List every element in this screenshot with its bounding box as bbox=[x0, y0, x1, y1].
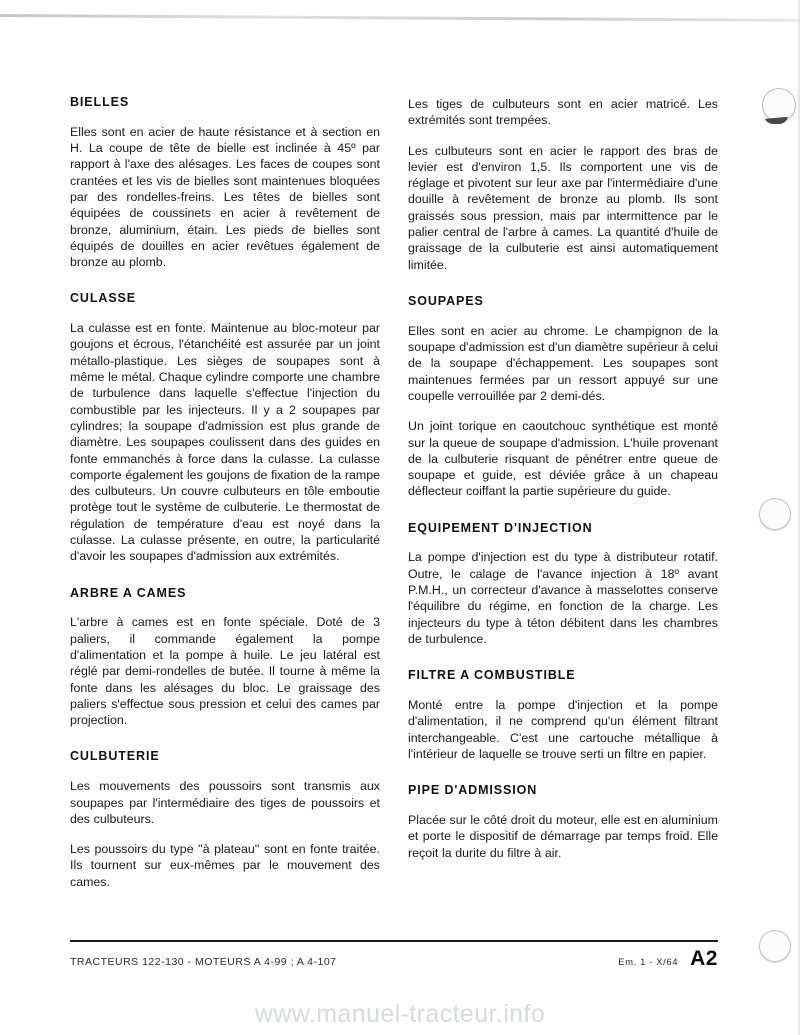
footer-reference: TRACTEURS 122-130 - MOTEURS A 4-99 ; A 4-107 bbox=[70, 956, 337, 968]
section-heading: EQUIPEMENT D'INJECTION bbox=[408, 520, 593, 535]
section-equipement-injection bbox=[408, 522, 718, 648]
section-paragraph: Les mouvements des poussoirs sont transmis aux soupapes par l'intermédiaire des tiges de poussoirs et des culbuteurs. bbox=[70, 779, 380, 826]
section-heading: SOUPAPES bbox=[408, 293, 484, 308]
section-paragraph: La culasse est en fonte. Maintenue au bloc-moteur par goujons et écrous, l'étanchéité est assurée par un joint métallo-plastique. Les sièges de soupapes sont à même le métal. Chaque cylindre comporte une chambre de turbulence dans laquelle s'effectue l'injection du combustible par les injecteurs. Il y a 2 soupapes par cylindres; la soupape d'admission est plus grande de diamètre. Les soupapes coulissent dans des guides en fonte emmanchés à force dans la culasse. La culasse comporte également les goujons de fixation de la rampe des culbuteurs. Un couvre culbuteurs en tôle emboutie protège tout le système de culbuterie. Le thermostat de régulation de température d'eau est noyé dans la culasse. La culasse présente, en outre, la particularité d'avoir les soupapes d'admission aux extrémités. bbox=[70, 321, 380, 564]
section-heading: PIPE D'ADMISSION bbox=[408, 783, 538, 798]
section-heading: FILTRE A COMBUSTIBLE bbox=[408, 668, 576, 683]
page-body-columns bbox=[70, 96, 718, 890]
page-footer bbox=[70, 948, 718, 969]
page-number: A2 bbox=[690, 947, 718, 970]
binder-hole-punch-icon bbox=[759, 498, 791, 530]
binder-hole-punch-icon bbox=[759, 930, 791, 962]
footer-divider bbox=[70, 940, 718, 942]
footer-edition: Em. 1 - X/64 bbox=[618, 957, 679, 968]
section-pipe-admission bbox=[408, 784, 718, 861]
section-bielles bbox=[70, 96, 380, 270]
binder-hole-punch-icon bbox=[762, 88, 796, 122]
section-paragraph: La pompe d'injection est du type à distributeur rotatif. Outre, le calage de l'avance injection à 18º avant P.M.H., un correcteur d'avance à masselottes conserve l'équilibre du régime, en fonction de la charge. Les injecteurs du type à téton débitent dans les chambres de turbulence. bbox=[408, 550, 718, 646]
section-filtre-a-combustible bbox=[408, 669, 718, 762]
section-heading: ARBRE A CAMES bbox=[70, 585, 187, 600]
footer-right-group bbox=[618, 948, 718, 969]
section-culasse bbox=[70, 292, 380, 564]
left-column bbox=[70, 96, 380, 890]
section-paragraph: Monté entre la pompe d'injection et la pompe d'alimentation, il ne comprend qu'un élément filtrant interchangeable. C'est une cartouche métallique à l'intérieur de laquelle se trouve serti un filtre en papier. bbox=[408, 697, 718, 761]
section-paragraph: Un joint torique en caoutchouc synthétique est monté sur la queue de soupape d'admission. L'huile provenant de la culbuterie risquant de pénétrer entre queue de soupape et guide, est déviée grâce à un chapeau déflecteur coiffant la partie supérieure du guide. bbox=[408, 419, 718, 499]
section-paragraph: L'arbre à cames est en fonte spéciale. Doté de 3 paliers, il commande également la pompe d'alimentation et la pompe à huile. Le jeu latéral est réglé par demi-rondelles de butée. Il tourne à même la fonte dans les alésages du bloc. Le graissage des paliers s'effectue sous pression et celui des cames par projection. bbox=[70, 615, 380, 728]
site-watermark: www.manuel-tracteur.info bbox=[254, 1000, 546, 1028]
section-heading: CULBUTERIE bbox=[70, 749, 160, 764]
scan-edge-top bbox=[0, 14, 800, 22]
section-paragraph: Les poussoirs du type ''à plateau'' sont en fonte traitée. Ils tournent sur eux-mêmes par le mouvement des cames. bbox=[70, 842, 380, 889]
section-arbre-a-cames bbox=[70, 587, 380, 729]
section-culbuterie-continued bbox=[408, 96, 718, 273]
section-paragraph: Elles sont en acier de haute résistance et à section en H. La coupe de tête de bielle est inclinée à 45º par rapport à l'axe des alésages. Les faces de coupes sont crantées et les vis de bielles sont maintenues bloquées par des rondelles-freins. Les têtes de bielles sont équipées de coussinets en acier à revêtement de bronze, aluminium, étain. Les pieds de bielles sont équipés de douilles en acier revêtues également de bronze au plomb. bbox=[70, 124, 380, 270]
section-culbuterie bbox=[70, 750, 380, 890]
section-heading: CULASSE bbox=[70, 291, 137, 306]
section-heading: BIELLES bbox=[70, 95, 130, 109]
section-paragraph: Les culbuteurs sont en acier le rapport des bras de levier est d'environ 1,5. Ils comportent une vis de réglage et pivotent sur leur axe par l'intermédiaire d'une douille à revêtement de bronze au plomb. Ils sont graissés sous pression, mais par intermittence par le palier central de l'arbre à cames. La quantité d'huile de graissage de la culbuterie est ainsi automatiquement limitée. bbox=[408, 143, 718, 272]
section-paragraph: Placée sur le côté droit du moteur, elle est en aluminium et porte le dispositif de démarrage par temps froid. Elle reçoit la durite du filtre à air. bbox=[408, 812, 718, 860]
section-paragraph: Elles sont en acier au chrome. Le champignon de la soupape d'admission est d'un diamètre supérieur à celui de la soupape d'échappement. Les soupapes sont maintenues fermées par un ressort appuyé sur une coupelle verrouillée par 2 demi-dés. bbox=[408, 323, 718, 403]
section-paragraph: Les tiges de culbuteurs sont en acier matricé. Les extrémités sont trempées. bbox=[408, 97, 718, 128]
section-soupapes bbox=[408, 295, 718, 500]
right-column bbox=[408, 96, 718, 890]
